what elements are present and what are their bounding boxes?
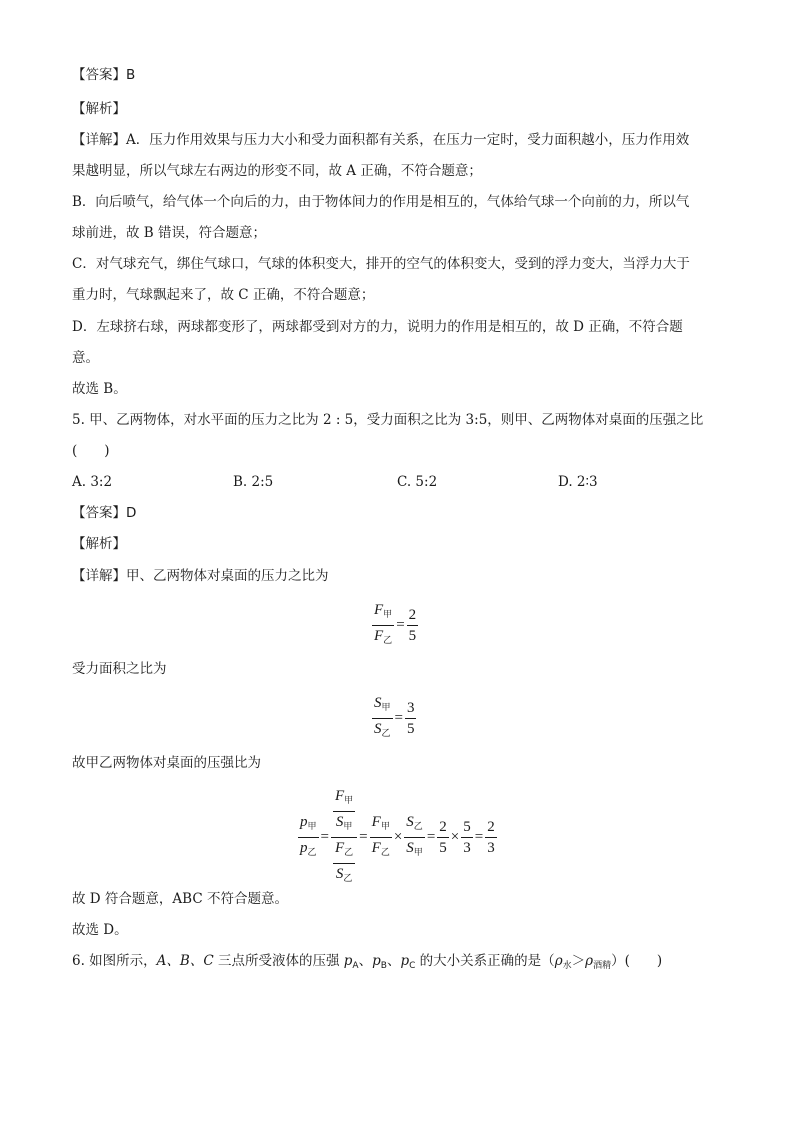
q5-detail-intro: 【详解】甲、乙两物体对桌面的压力之比为 [72,568,329,584]
q5-stem-line2: ( ) [72,443,110,459]
q4-option-b-line2: 球前进，故 B 错误，符合题意； [72,225,267,241]
q4-detail-line2: 果越明显，所以气球左右两边的形变不同，故 A 正确，不符合题意； [72,163,482,179]
q4-option-c-line2: 重力时，气球飘起来了，故 C 正确，不符合题意； [72,287,375,303]
q6-points: A、B、C [156,953,214,969]
q4-option-d-line1: D．左球挤右球，两球都变形了，两球都受到对方的力，说明力的作用是相互的，故 D 正确，不符合题 [72,319,683,335]
q5-stem-line1: 5. 甲、乙两物体，对水平面的压力之比为 2 : 5，受力面积之比为 3:5，则甲、乙两物体对桌面的压强之比 [72,412,704,428]
q5-conclusion-line1: 故 D 符合题意，ABC 不符合题意。 [72,891,288,907]
q5-analysis-label: 【解析】 [72,536,126,552]
q5-option-d: D. 2∶3 [558,474,598,490]
formula-force-ratio: $\frac{F_甲}{F_乙}$ = $\frac{2}{5}$ [374,602,417,646]
q4-option-c-line1: C．对气球充气，绑住气球口，气球的体积变大，排开的空气的体积变大，受到的浮力变大，当浮力大于 [72,256,690,272]
q5-area-intro: 受力面积之比为 [72,661,167,677]
formula-pressure-ratio: $\frac{p_甲}{p_乙}$ = $\frac{\frac{F_甲}{S_甲}}{\frac{F_乙}{S_乙}}$ = $\frac{F_甲}{F_乙}$ × $\frac{S_乙}{S_甲}$ = $\frac{2}{5}$ × $\frac{5}{3}$ = $\frac{2}{3}$ [300,788,495,884]
q5-answer: 【答案】D [72,505,137,521]
formula-area-ratio: $\frac{S_甲}{S_乙}$ = $\frac{3}{5}$ [374,695,415,739]
q4-analysis-label: 【解析】 [72,101,126,117]
q4-option-d-line2: 意。 [72,350,99,366]
q5-option-b: B. 2:5 [233,474,274,490]
q5-conclusion-line2: 故选 D。 [72,922,128,938]
q6-stem: 6. 如图所示，A、B、C 三点所受液体的压强 $p_A$、$p_B$、$p_C$ 的大小关系正确的是$(\rho_水>\rho_{酒精})$( ) [72,953,663,971]
q5-pressure-intro: 故甲乙两物体对桌面的压强比为 [72,755,261,771]
q4-option-b-line1: B．向后喷气，给气体一个向后的力，由于物体间力的作用是相互的，气体给气球一个向前的力，所以气 [72,194,690,210]
q5-option-c: C. 5:2 [397,474,438,490]
q5-option-a: A. 3:2 [72,474,113,490]
q4-detail-line1: 【详解】A．压力作用效果与压力大小和受力面积都有关系，在压力一定时，受力面积越小，压力作用效 [72,132,690,148]
q4-answer: 【答案】B [72,67,136,83]
q4-conclusion: 故选 B。 [72,381,127,397]
